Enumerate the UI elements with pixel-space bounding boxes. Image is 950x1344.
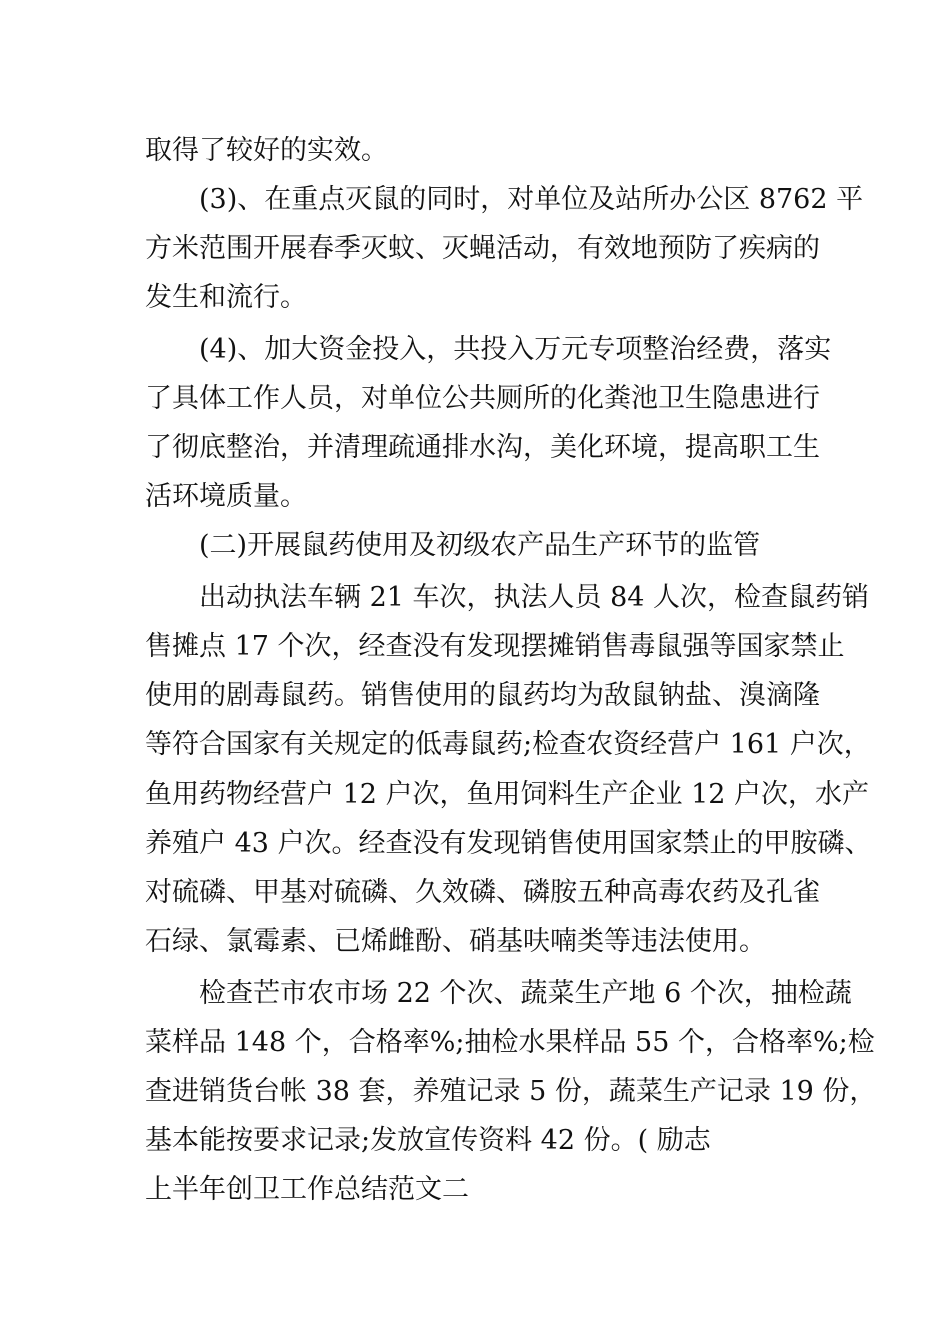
text-line: 鱼用药物经营户 12 户次，鱼用饲料生产企业 12 户次，水产 [145, 779, 870, 810]
text-line: 等符合国家有关规定的低毒鼠药;检查农资经营户 161 户次， [145, 729, 871, 760]
section-heading: (二)开展鼠药使用及初级农产品生产环节的监管 [199, 530, 761, 561]
document-subtitle: 上半年创卫工作总结范文二 [145, 1174, 469, 1205]
text-line: 菜样品 148 个，合格率%;抽检水果样品 55 个，合格率%;检 [145, 1027, 875, 1058]
text-line: 取得了较好的实效。 [145, 135, 388, 166]
text-line: 使用的剧毒鼠药。销售使用的鼠药均为敌鼠钠盐、溴滴隆 [145, 680, 820, 711]
text-line: 活环境质量。 [145, 481, 307, 512]
text-line: 基本能按要求记录;发放宣传资料 42 份。( 励志 [145, 1125, 711, 1156]
text-line: 查进销货台帐 38 套，养殖记录 5 份，蔬菜生产记录 19 份， [145, 1076, 877, 1107]
text-line: 养殖户 43 户次。经查没有发现销售使用国家禁止的甲胺磷、 [145, 828, 872, 859]
text-line: 对硫磷、甲基对硫磷、久效磷、磷胺五种高毒农药及孔雀 [145, 877, 820, 908]
text-line: 发生和流行。 [145, 282, 307, 313]
text-line: 出动执法车辆 21 车次，执法人员 84 人次，检查鼠药销 [199, 582, 870, 613]
text-line: (4)、加大资金投入，共投入万元专项整治经费，落实 [199, 334, 832, 365]
text-line: 检查芒市农市场 22 个次、蔬菜生产地 6 个次，抽检蔬 [199, 978, 852, 1009]
text-line: 了具体工作人员，对单位公共厕所的化粪池卫生隐患进行 [145, 383, 820, 414]
text-line: (3)、在重点灭鼠的同时，对单位及站所办公区 8762 平 [199, 184, 864, 215]
text-line: 售摊点 17 个次，经查没有发现摆摊销售毒鼠强等国家禁止 [145, 631, 845, 662]
text-line: 方米范围开展春季灭蚊、灭蝇活动，有效地预防了疾病的 [145, 233, 820, 264]
text-line: 石绿、氯霉素、已烯雌酚、硝基呋喃类等违法使用。 [145, 926, 766, 957]
text-line: 了彻底整治，并清理疏通排水沟，美化环境，提高职工生 [145, 432, 820, 463]
